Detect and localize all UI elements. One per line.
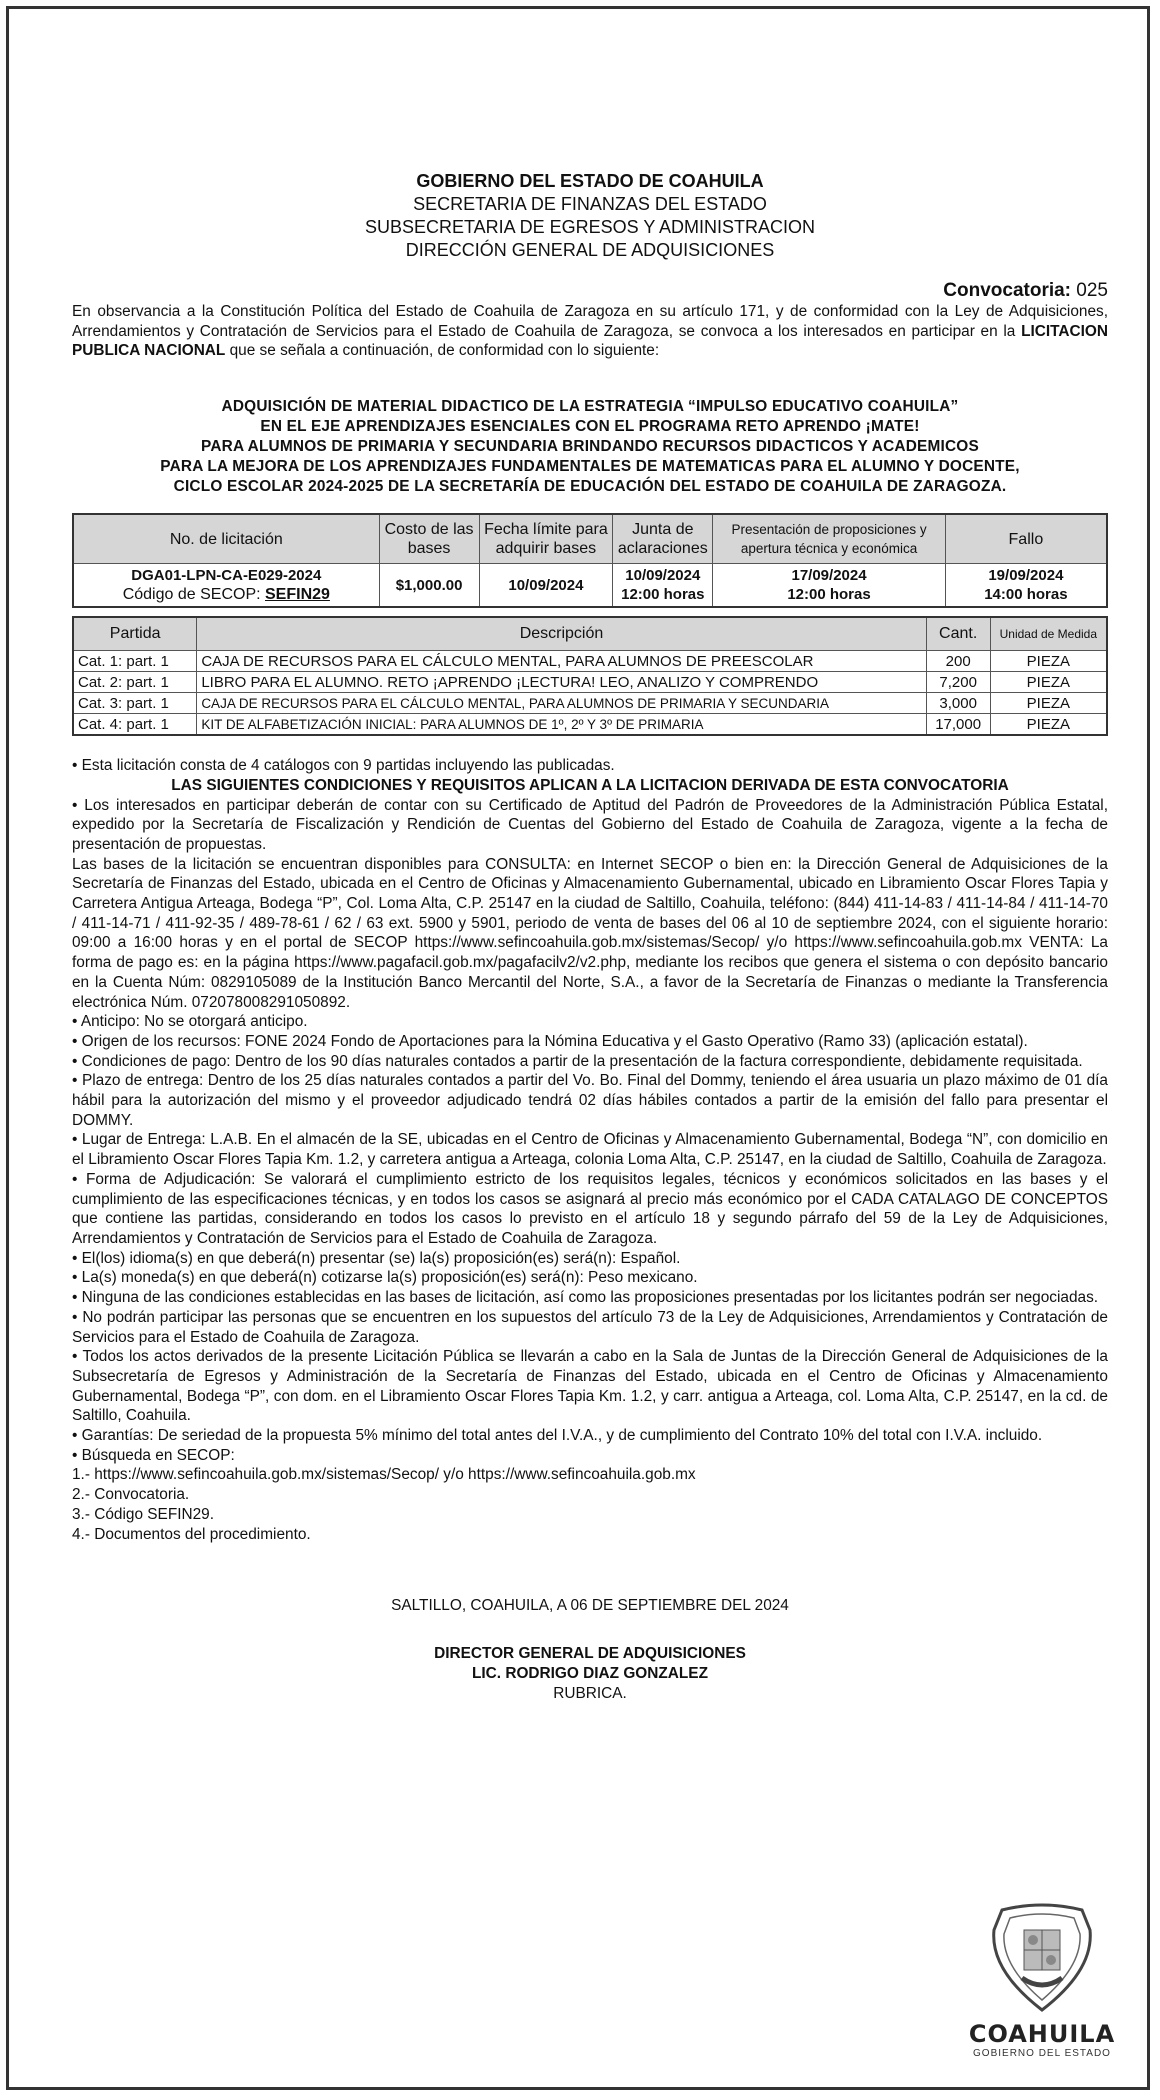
list-item: • Condiciones de pago: Dentro de los 90 días naturales contados a partir de la presentación de la factura correspondiente, debidamente requisitada. [72,1052,1083,1070]
col-header: Presentación de proposiciones y apertura técnica y económica [713,514,945,564]
table-row: Cat. 2: part. 1 LIBRO PARA EL ALUMNO. RETO ¡APRENDO ¡LECTURA! LEO, ANALIZO Y COMPRENDO 7,200 PIEZA [73,672,1107,693]
title-line: CICLO ESCOLAR 2024-2025 DE LA SECRETARÍA DE EDUCACIÓN DEL ESTADO DE COAHUILA DE ZARAGOZA. [173,478,1007,496]
header-line-2: SECRETARIA DE FINANZAS DEL ESTADO [413,194,767,214]
intro-bold: LICITACION PUBLICA NACIONAL [72,322,1108,360]
secop-code: Código de SECOP: SEFIN29 [122,586,330,604]
header-line-3: SUBSECRETARIA DE EGRESOS Y ADMINISTRACION [364,217,816,237]
table-row: Cat. 1: part. 1 CAJA DE RECURSOS PARA EL CÁLCULO MENTAL, PARA ALUMNOS DE PREESCOLAR 200 PIEZA [73,651,1107,672]
coahuila-logo [962,1900,1122,2080]
signature-block [72,1596,1108,1704]
list-item: • Ninguna de las condiciones establecidas en las bases de licitación, así como las proposiciones presentadas por los licitantes podrán ser negociadas. [72,1289,1099,1307]
list-item: • Forma de Adjudicación: Se valorará el cumplimiento estricto de los requisitos legales, técnicos y económicos solicitados en las bases y el cumplimiento de las especificaciones técnicas, y en todos los casos se asignará al precio más económico por el CADA CATALAGO DE CONCEPTOS que contiene las partidas, considerando en todos los casos lo previsto en el artículo 18 y segundo párrafo del 59 de la Ley de Adquisiciones, Arrendamientos y Contratación de Servicios para el Estado de Coahuila de Zaragoza. [72,1170,1108,1247]
list-item: • Todos los actos derivados de la presente Licitación Pública se llevarán a cabo en la Sala de Juntas de la Dirección General de Adquisiciones de la Subsecretaría de Egresos y Administración de la Secretaría de Finanzas del Estado, ubicada en el Centro de Oficinas y Almacenamiento Gubernamental, Bodega “P”, con dom. en el Libramiento Oscar Flores Tapia Km. 1.2, y carr. antigua a Arteaga, col. Loma Alta, C.P. 25147, en la cd. de Saltillo, Coahuila. [72,1348,1108,1425]
col-header: Junta de aclaraciones [613,514,713,564]
table-row: Cat. 4: part. 1 KIT DE ALFABETIZACIÓN INICIAL: PARA ALUMNOS DE 1º, 2º Y 3º DE PRIMARIA 17,000 PIEZA [73,714,1107,736]
list-item: • Origen de los recursos: FONE 2024 Fondo de Aportaciones para la Nómina Educativa y el Gasto Operativo (Ramo 33) (aplicación estatal). [72,1032,1028,1050]
partidas-header-row [73,617,1107,651]
junta-cell: 10/09/2024 12:00 horas [613,564,713,608]
col-header: Cant. [926,617,990,651]
convocatoria-number: 025 [1076,280,1108,301]
list-item: • El(los) idioma(s) en que deberá(n) presentar (se) la(s) proposición(es) será(n): Español. [72,1249,681,1267]
convocatoria [72,280,1108,302]
list-item: • Los interesados en participar deberán de contar con su Certificado de Aptitud del Padrón de Proveedores de la Administración Pública Estatal, expedido por la Secretaría de Fiscalización y Rendición de Cuentas del Gobierno del Estado de Coahuila de Zaragoza, vigente a la fecha de presentación de propuestas. [72,796,1108,853]
title-line: EN EL EJE APRENDIZAJES ESENCIALES CON EL PROGRAMA RETO APRENDO ¡MATE! [260,418,920,436]
list-item: • Lugar de Entrega: L.A.B. En el almacén de la SE, ubicadas en el Centro de Oficinas y Almacenamiento Gubernamental, Bodega “N”, con domicilio en el Libramiento Oscar Flores Tapia Km. 1.2, y carretera antigua a Arteaga, colonia Loma Alta, C.P. 25147, en la ciudad de Saltillo, Coahuila de Zaragoza. [72,1131,1108,1169]
intro-paragraph [72,302,1108,361]
coahuila-seal-icon [982,1900,1102,2015]
fecha-limite-cell: 10/09/2024 [479,564,613,608]
signer-title: DIRECTOR GENERAL DE ADQUISICIONES [434,1645,746,1663]
list-item: • Búsqueda en SECOP: [72,1446,235,1464]
col-header: Costo de las bases [379,514,479,564]
licitacion-table [72,513,1108,608]
licitacion-cell [73,564,379,608]
title-line: PARA LA MEJORA DE LOS APRENDIZAJES FUNDAMENTALES DE MATEMATICAS PARA EL ALUMNO Y DOCENTE, [160,458,1020,476]
col-header: Partida [73,617,197,651]
document-header [72,170,1108,262]
procurement-title [72,397,1108,497]
col-header: Unidad de Medida [990,617,1107,651]
list-item: 1.- https://www.sefincoahuila.gob.mx/sistemas/Secop/ y/o https://www.sefincoahuila.gob.mx [72,1466,696,1484]
place-date: SALTILLO, COAHUILA, A 06 DE SEPTIEMBRE DEL 2024 [391,1597,789,1615]
list-item: • La(s) moneda(s) en que deberá(n) cotizarse la(s) proposición(es) será(n): Peso mexicano. [72,1269,698,1287]
document-body [72,170,1108,1704]
table-row: Cat. 3: part. 1 CAJA DE RECURSOS PARA EL CÁLCULO MENTAL, PARA ALUMNOS DE PRIMARIA Y SECUNDARIA 3,000 PIEZA [73,693,1107,714]
header-line-1: GOBIERNO DEL ESTADO DE COAHUILA [416,171,764,191]
list-item: 4.- Documentos del procedimiento. [72,1525,311,1543]
col-header: Fecha límite para adquirir bases [479,514,613,564]
col-header: Fallo [945,514,1107,564]
costo-cell: $1,000.00 [379,564,479,608]
licitacion-data-row [73,564,1107,608]
intro-text-1: En observancia a la Constitución Política del Estado de Coahuila de Zaragoza en su artículo 171, y de conformidad con la Ley de Adquisiciones, Arrendamientos y Contratación de Servicios para el Estado de Coahuila de Zaragoza, se convoca a los interesados en participar en la [72,303,1108,340]
logo-wordmark: COAHUILA [968,2020,1116,2048]
fallo-cell: 19/09/2024 14:00 horas [945,564,1107,608]
list-item: • Anticipo: No se otorgará anticipo. [72,1013,308,1031]
list-item: • No podrán participar las personas que se encuentren en los supuestos del artículo 73 de la Ley de Adquisiciones, Arrendamientos y Contratación de Servicios para el Estado de Coahuila de Zaragoza. [72,1308,1108,1346]
list-item: • Garantías: De seriedad de la propuesta 5% mínimo del total antes del I.V.A., y de cumplimiento del Contrato 10% del total con I.V.A. incluido. [72,1427,1043,1445]
convocatoria-label: Convocatoria: [943,280,1072,301]
title-line: PARA ALUMNOS DE PRIMARIA Y SECUNDARIA BRINDANDO RECURSOS DIDACTICOS Y ACADEMICOS [201,438,979,456]
conditions-section [72,756,1108,1544]
title-line: ADQUISICIÓN DE MATERIAL DIDACTICO DE LA ESTRATEGIA “IMPULSO EDUCATIVO COAHUILA” [221,398,959,416]
presentacion-cell: 17/09/2024 12:00 horas [713,564,945,608]
rubrica: RUBRICA. [553,1685,627,1703]
signer-name: LIC. RODRIGO DIAZ GONZALEZ [472,1665,708,1683]
header-line-4: DIRECCIÓN GENERAL DE ADQUISICIONES [405,240,775,260]
list-item: • Esta licitación consta de 4 catálogos con 9 partidas incluyendo las publicadas. [72,757,615,775]
conditions-title: LAS SIGUIENTES CONDICIONES Y REQUISITOS APLICAN A LA LICITACION DERIVADA DE ESTA CONVOCATORIA [171,776,1009,794]
licitacion-header-row [73,514,1107,564]
col-header: Descripción [197,617,926,651]
list-item: • Plazo de entrega: Dentro de los 25 días naturales contados a partir del Vo. Bo. Final del Dommy, teniendo el área usuaria un plazo máximo de 01 día hábil para la autorización del mismo y el proveedor adjudicado tendrá 02 días hábiles contados a partir de la emisión del fallo para presentar el DOMMY. [72,1072,1108,1129]
bases-paragraph: Las bases de la licitación se encuentran disponibles para CONSULTA: en Internet SECOP o bien en: la Dirección General de Adquisiciones de la Secretaría de Finanzas del Estado, ubicada en el Centro de Oficinas y Almacenamiento Gubernamental, ubicado en Libramiento Oscar Flores Tapia y Carretera Antigua Arteaga, Bodega “P”, Col. Loma Alta, C.P. 25147 en la ciudad de Saltillo, Coahuila, teléfono: (844) 411-14-83 / 411-14-84 / 411-14-70 / 411-14-71 / 411-92-35 / 489-78-61 / 62 / 63 ext. 5900 y 5901, periodo de venta de bases del 06 al 10 de septiembre 2024, con el siguiente horario: 09:00 a 16:00 horas y en el portal de SECOP https://www.sefincoahuila.gob.mx/sistemas/Secop/ y/o https://www.sefincoahuila.gob.mx VENTA: La forma de pago es: en la página https://www.pagafacil.gob.mx/pagafacilv2/v2.php, mediante los recibos que genera el sistema o con depósito bancario en la Cuenta Núm: 0829105089 de la Institución Banco Mercantil del Norte, S.A., a favor de la Secretaría de Finanzas o mediante la Transferencia electrónica Núm. 072078008291050892. [72,855,1108,1011]
list-item: 3.- Código SEFIN29. [72,1505,215,1523]
intro-text-2: que se señala a continuación, de conformidad con lo siguiente: [225,342,660,360]
secop-code-value: SEFIN29 [265,586,330,604]
col-header: No. de licitación [73,514,379,564]
list-item: 2.- Convocatoria. [72,1486,190,1504]
licitacion-number: DGA01-LPN-CA-E029-2024 [131,567,322,585]
partidas-table [72,616,1108,736]
logo-subtitle: GOBIERNO DEL ESTADO [973,2048,1111,2059]
